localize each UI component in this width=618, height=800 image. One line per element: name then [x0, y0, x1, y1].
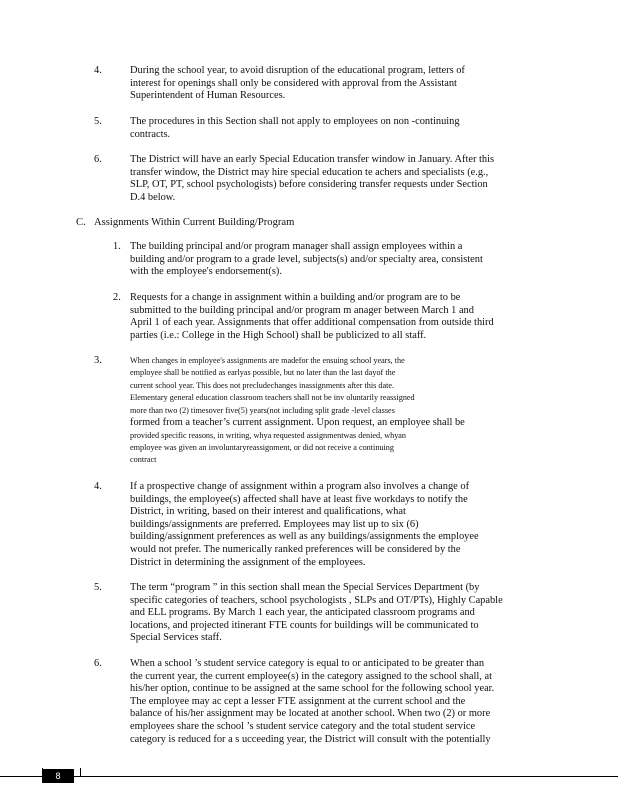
- text-line: parties (i.e.: College in the High School) shall be publicized to all staff.: [130, 329, 427, 341]
- text-line: balance of his/her assignment may be located at another school. When two (2) or more: [130, 708, 491, 720]
- text-line: When changes in employee's assignments are madefor the ensuing school years, the: [130, 356, 405, 365]
- text-line: buildings/assignments are preferred. Employees may list up to six (6): [130, 518, 419, 530]
- text-line: D.4 below.: [130, 191, 176, 203]
- paragraph-c6: [130, 658, 560, 746]
- item-number: 1.: [113, 241, 121, 252]
- paragraph-c1: [130, 241, 540, 279]
- text-line: If a prospective change of assignment within a program also involves a change of: [130, 481, 470, 492]
- text-line: with the employee's endorsement(s).: [130, 266, 282, 278]
- text-line: his/her option, continue to be assigned at the same school for the following school year.: [130, 683, 495, 695]
- paragraph-c5: [130, 582, 560, 645]
- paragraph-b5: [130, 116, 530, 141]
- text-line: employees share the school ’s student service category and the total student service: [130, 720, 476, 732]
- text-line: more than two (2) timesover five(5) years(not including split grade -level classes: [130, 405, 395, 415]
- text-line: When a school ’s student service category is equal to or anticipated to be greater than: [130, 658, 485, 669]
- text-line: formed from a teacher’s current assignment. Upon request, an employee shall be: [130, 417, 465, 429]
- text-line: Special Services staff.: [130, 632, 222, 644]
- text-line: current school year. This does not precludechanges inassignments after this date.: [130, 380, 395, 390]
- item-number: 2.: [113, 292, 121, 303]
- text-line: submitted to the building principal and/or program m anager between March 1 and: [130, 304, 474, 316]
- text-line: provided specific reasons, in writing, whya requested assignmentwas denied, whyan: [130, 430, 407, 440]
- text-line: The employee may ac cept a lesser FTE assignment at the current school and the: [130, 695, 466, 707]
- text-line: The building principal and/or program manager shall assign employees within a: [130, 241, 463, 252]
- text-line: interest for openings shall only be considered with approval from the Assistant: [130, 77, 457, 89]
- text-line: SLP, OT, PT, school psychologists) before considering transfer requests under Section: [130, 179, 488, 191]
- item-number: 5.: [94, 582, 102, 593]
- text-line: Superintendent of Human Resources.: [130, 90, 286, 102]
- text-line: building/assignment preferences as well as any buildings/assignments the employee: [130, 531, 479, 543]
- text-line: the current year, the current employee(s) in the category assigned to the school shall, at: [130, 670, 492, 682]
- text-line: and ELL programs. By March 1 each year, the anticipated classroom programs and: [130, 607, 475, 619]
- text-line: buildings, the employee(s) affected shall have at least five workdays to notify the: [130, 493, 468, 505]
- text-line: The District will have an early Special Education transfer window in January. After this: [130, 154, 495, 165]
- text-line: specific categories of teachers, school psychologists , SLPs and OT/PTs), Highly Capable: [130, 594, 503, 606]
- text-line: Elementary general education classroom teachers shall not be inv oluntarily reassigned: [130, 393, 415, 403]
- text-line: April 1 of each year. Assignments that offer additional compensation from outside third: [130, 317, 494, 329]
- item-number: 6.: [94, 658, 102, 669]
- text-line: District, in writing, based on their interest and qualifications, what: [130, 506, 406, 518]
- section-label: C.: [76, 217, 86, 228]
- text-line: District in determining the assignment of the employees.: [130, 556, 366, 568]
- text-line: transfer window, the District may hire special education te achers and specialists (e.g.,: [130, 166, 489, 178]
- text-line: The procedures in this Section shall not apply to employees on non -continuing: [130, 116, 460, 127]
- text-line: would not prefer. The numerically ranked preferences will be considered by the: [130, 543, 461, 555]
- text-line: employee was given an involuntaryreassignment, or did not receive a continuing: [130, 443, 394, 453]
- item-number: 3.: [94, 355, 102, 366]
- text-line: During the school year, to avoid disruption of the educational program, letters of: [130, 65, 465, 76]
- section-title: Assignments Within Current Building/Program: [94, 217, 295, 228]
- text-line: Requests for a change in assignment within a building and/or program are to be: [130, 292, 461, 303]
- text-line: contract: [130, 455, 157, 465]
- page-number: 8: [42, 769, 74, 783]
- item-number: 4.: [94, 65, 102, 76]
- item-number: 5.: [94, 116, 102, 127]
- text-line: locations, and projected itinerant FTE counts for buildings will be communicated to: [130, 619, 479, 631]
- paragraph-b6: [130, 154, 540, 204]
- text-line: contracts.: [130, 128, 171, 140]
- item-number: 4.: [94, 481, 102, 492]
- paragraph-c2: [130, 292, 550, 342]
- text-line: The term “program ” in this section shall mean the Special Services Department (by: [130, 582, 480, 593]
- text-line: employee shall be notified as earlyas possible, but no later than the last dayof the: [130, 368, 396, 378]
- paragraph-c3: [130, 355, 540, 467]
- item-number: 6.: [94, 154, 102, 165]
- paragraph-c4: [130, 481, 540, 569]
- paragraph-b4: [130, 65, 530, 103]
- footer-tick-right: [80, 768, 81, 777]
- text-line: building and/or program to a grade level, subjects(s) and/or specialty area, consistent: [130, 253, 483, 265]
- footer-rule: [0, 776, 618, 777]
- text-line: category is reduced for a s ucceeding year, the District will consult with the potentially: [130, 733, 491, 745]
